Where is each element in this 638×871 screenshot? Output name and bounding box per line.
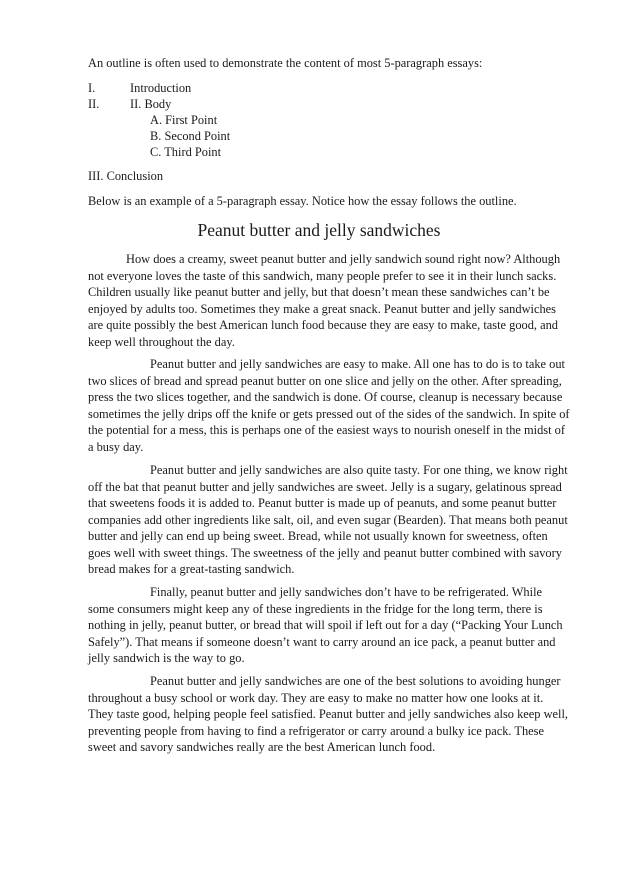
essay-paragraph xyxy=(88,356,596,455)
paragraph-line: are quite possibly the best American lunch food because they are easy to make, taste good, and xyxy=(88,318,559,332)
essay-title: Peanut butter and jelly sandwiches xyxy=(197,220,441,240)
outline-conclusion: III. Conclusion xyxy=(88,169,164,183)
paragraph-line: Safely”). That means if someone doesn’t want to carry around an ice pack, a peanut butter and xyxy=(88,634,556,649)
example-intro-line: Below is an example of a 5-paragraph essay. Notice how the essay follows the outline. xyxy=(88,194,517,208)
paragraph-line: Children usually like peanut butter and jelly, but that doesn’t mean these sandwiches can’t be xyxy=(88,285,550,299)
outline-sub-item: B. Second Point xyxy=(150,129,231,143)
outline-item-text: II. Body xyxy=(130,97,172,111)
paragraph-line: the potential for a mess, this is perhaps one of the easiest ways to nourish oneself in the midst of xyxy=(88,423,565,437)
paragraph-line: keep well throughout the day. xyxy=(88,334,235,349)
essay-paragraph xyxy=(88,584,596,667)
essay-paragraph xyxy=(88,462,596,578)
paragraph-line: Peanut butter and jelly sandwiches are one of the best solutions to avoiding hunger xyxy=(150,674,561,688)
paragraph-line: two slices of bread and spread peanut butter on one slice and jelly on the other. After spreading, xyxy=(88,373,562,388)
paragraph-line: nothing in jelly, peanut butter, or bread that will spoil if left out for a day (“Packing Your Lunch xyxy=(88,618,563,632)
paragraph-line: enjoyed by adults too. Sometimes they make a great snack. Peanut butter and jelly sandwiches xyxy=(88,301,556,316)
paragraph-line: Finally, peanut butter and jelly sandwiches don’t have to be refrigerated. While xyxy=(150,585,543,599)
paragraph-line: Peanut butter and jelly sandwiches are easy to make. All one has to do is to take out xyxy=(150,357,565,371)
paragraph-line: companies add other ingredients like salt, oil, and even sugar (Bearden). That means both peanut xyxy=(88,512,568,527)
paragraph-line: They taste good, helping people feel satisfied. Peanut butter and jelly sandwiches also keep well, xyxy=(88,707,568,721)
intro-line: An outline is often used to demonstrate the content of most 5-paragraph essays: xyxy=(88,56,483,70)
essay-paragraph xyxy=(88,673,596,756)
paragraph-line: not everyone loves the taste of this sandwich, many people prefer to see it in their lunch sacks. xyxy=(88,268,557,283)
paragraph-line: a busy day. xyxy=(88,439,144,454)
paragraph-line: some consumers might keep any of these ingredients in the fridge for the long term, there is xyxy=(88,601,543,616)
paragraph-line: How does a creamy, sweet peanut butter and jelly sandwich sound right now? Although xyxy=(126,252,561,266)
outline-sub-item: A. First Point xyxy=(150,113,218,127)
outline-item-text: Introduction xyxy=(130,81,192,95)
paragraph-line: butter and jelly can end up being sweet. Bread, while not usually known for sweetness, often xyxy=(88,529,548,543)
paragraph-line: off the bat that peanut butter and jelly sandwiches are sweet. Jelly is a sugary, gelatinous spread xyxy=(88,479,562,494)
paragraph-line: sometimes the jelly drips off the knife or gets pressed out of the sides of the sandwich. In spite of xyxy=(88,406,570,421)
paragraph-line: throughout a busy school or work day. They are easy to make no matter how one looks at it. xyxy=(88,690,544,705)
paragraph-line: that sweetens foods it is added to. Peanut butter is made up of peanuts, and some peanut butter xyxy=(88,496,557,510)
essay-paragraph xyxy=(88,251,596,350)
outline-item-number: II. xyxy=(88,97,100,111)
paragraph-line: bread makes for a great-tasting sandwich. xyxy=(88,562,295,576)
paragraph-line: press the two slices together, and the sandwich is done. Of course, cleanup is necessary because xyxy=(88,390,563,404)
paragraph-line: preventing people from having to find a refrigerator or carry around a bulky ice pack. These xyxy=(88,723,544,738)
outline-item-number: I. xyxy=(88,81,96,95)
paragraph-line: goes well with sweet things. The sweetness of the jelly and peanut butter combined with savory xyxy=(88,545,562,560)
outline-sub-item: C. Third Point xyxy=(150,145,222,159)
paragraph-line: jelly sandwich is the way to go. xyxy=(88,651,245,665)
paragraph-line: Peanut butter and jelly sandwiches are also quite tasty. For one thing, we know right xyxy=(150,463,568,477)
paragraph-line: sweet and savory sandwiches really are the best American lunch food. xyxy=(88,740,436,754)
